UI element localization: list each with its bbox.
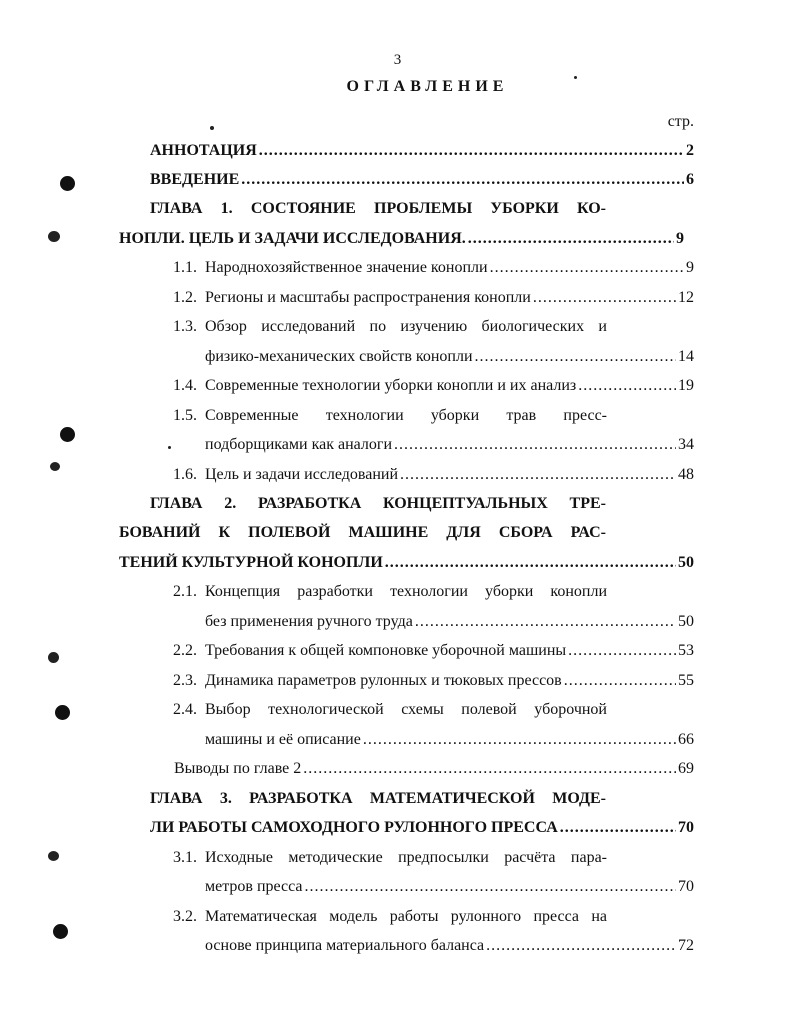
toc-entry-page: 14 (678, 348, 694, 365)
dot-leader (533, 289, 676, 307)
page-title: ОГЛАВЛЕНИЕ (346, 78, 509, 95)
toc-entry-annotation[interactable] (150, 142, 694, 160)
toc-entry-page: 9 (686, 259, 694, 276)
toc-entry-page: 72 (678, 937, 694, 954)
toc-chapter-2-line2: БОВАНИЙ К ПОЛЕВОЙ МАШИНЕ ДЛЯ СБОРА РАС- (119, 524, 606, 541)
scan-speck (50, 462, 60, 471)
section-number: 2.1. (173, 583, 197, 600)
toc-entry-label: метров пресса (205, 878, 303, 895)
toc-entry-label: ВВЕДЕНИЕ (150, 171, 240, 188)
toc-entry-label: основе принципа материального баланса (205, 937, 485, 954)
toc-entry-intro[interactable] (150, 171, 694, 189)
toc-entry-label: без применения ручного труда (205, 613, 413, 630)
dot-leader (303, 760, 676, 778)
toc-section-3-1[interactable] (205, 878, 694, 896)
toc-entry-page: 69 (678, 760, 694, 777)
toc-section-1-4[interactable] (205, 377, 694, 395)
toc-entry-label: НОПЛИ. ЦЕЛЬ И ЗАДАЧИ ИССЛЕДОВАНИЯ. (119, 230, 466, 247)
toc-section-2-2[interactable] (205, 642, 694, 660)
toc-entry-label: подборщиками как аналоги (205, 436, 393, 453)
toc-section-1-6[interactable] (205, 466, 694, 484)
toc-entry-page: 70 (678, 878, 694, 895)
toc-entry-label: Требования к общей компоновке уборочной машины (205, 642, 567, 659)
toc-chapter-3[interactable] (150, 819, 694, 837)
toc-chapter-3-line1: ГЛАВА 3. РАЗРАБОТКА МАТЕМАТИЧЕСКОЙ МОДЕ- (150, 790, 606, 807)
scan-speck (48, 231, 60, 242)
toc-entry-page: 66 (678, 731, 694, 748)
binding-hole-mark (60, 176, 75, 191)
section-number: 2.4. (173, 701, 197, 718)
toc-section-2-4-line1: Выбор технологической схемы полевой уборочной (205, 701, 607, 718)
toc-section-3-2[interactable] (205, 937, 694, 955)
section-number: 1.3. (173, 318, 197, 335)
toc-section-1-2[interactable] (205, 289, 694, 307)
section-number: 1.5. (173, 407, 197, 424)
binding-hole-mark (60, 427, 75, 442)
toc-section-2-4[interactable] (205, 731, 694, 749)
dot-leader (241, 171, 684, 189)
dot-leader (363, 731, 676, 749)
toc-entry-page: 55 (678, 672, 694, 689)
dot-leader (259, 142, 684, 160)
scan-speck (48, 851, 59, 861)
toc-section-2-1-line1: Концепция разработки технологии уборки конопли (205, 583, 607, 600)
toc-entry-page: 19 (678, 377, 694, 394)
binding-hole-mark (53, 924, 68, 939)
toc-section-1-3-line1: Обзор исследований по изучению биологических и (205, 318, 607, 335)
dot-leader (400, 466, 676, 484)
section-number: 3.1. (173, 849, 197, 866)
dot-leader (305, 878, 676, 896)
toc-entry-label: Динамика параметров рулонных и тюковых прессов (205, 672, 562, 689)
toc-entry-page: 53 (678, 642, 694, 659)
page-column-label: стр. (667, 113, 694, 130)
toc-entry-page: 9 (676, 230, 684, 247)
toc-section-3-2-line1: Математическая модель работы рулонного пресса на (205, 908, 607, 925)
toc-entry-label: ТЕНИЙ КУЛЬТУРНОЙ КОНОПЛИ (119, 554, 383, 571)
scan-speck (574, 76, 577, 79)
dot-leader (578, 377, 676, 395)
dot-leader (394, 436, 676, 454)
section-number: 3.2. (173, 908, 197, 925)
dot-leader (415, 613, 676, 631)
toc-entry-page: 34 (678, 436, 694, 453)
binding-hole-mark (55, 705, 70, 720)
toc-section-1-3[interactable] (205, 348, 694, 366)
section-number: 1.4. (173, 377, 197, 394)
toc-chapter-1-line1: ГЛАВА 1. СОСТОЯНИЕ ПРОБЛЕМЫ УБОРКИ КО- (150, 200, 606, 217)
dot-leader (468, 230, 674, 248)
toc-chapter-1[interactable] (119, 230, 684, 248)
toc-entry-page: 50 (678, 613, 694, 630)
dot-leader (568, 642, 676, 660)
toc-entry-label: Народнохозяйственное значение конопли (205, 259, 488, 276)
toc-entry-label: ЛИ РАБОТЫ САМОХОДНОГО РУЛОННОГО ПРЕССА (150, 819, 558, 836)
toc-section-1-5-line1: Современные технологии уборки трав пресс- (205, 407, 607, 424)
toc-section-2-3[interactable] (205, 672, 694, 690)
dot-leader (560, 819, 676, 837)
toc-chapter-2-line1: ГЛАВА 2. РАЗРАБОТКА КОНЦЕПТУАЛЬНЫХ ТРЕ- (150, 495, 606, 512)
toc-entry-label: Регионы и масштабы распространения конопли (205, 289, 531, 306)
scan-speck (210, 126, 214, 130)
section-number: 2.2. (173, 642, 197, 659)
section-number: 1.2. (173, 289, 197, 306)
toc-entry-label: Выводы по главе 2 (174, 760, 302, 777)
dot-leader (475, 348, 676, 366)
toc-section-2-1[interactable] (205, 613, 694, 631)
toc-entry-label: Цель и задачи исследований (205, 466, 399, 483)
section-number: 1.6. (173, 466, 197, 483)
toc-entry-page: 6 (686, 171, 694, 188)
dot-leader (486, 937, 676, 955)
toc-entry-page: 2 (686, 142, 694, 159)
toc-entry-page: 48 (678, 466, 694, 483)
toc-section-1-5[interactable] (205, 436, 694, 454)
dot-leader (490, 259, 684, 277)
toc-entry-page: 12 (678, 289, 694, 306)
toc-entry-label: Современные технологии уборки конопли и их анализ (205, 377, 577, 394)
scan-speck (168, 446, 171, 449)
section-number: 1.1. (173, 259, 197, 276)
toc-conclusions-2[interactable] (174, 760, 694, 778)
scan-speck (48, 652, 59, 663)
toc-entry-label: машины и её описание (205, 731, 361, 748)
section-number: 2.3. (173, 672, 197, 689)
page-number: 3 (393, 52, 402, 68)
dot-leader (564, 672, 676, 690)
toc-entry-page: 70 (678, 819, 694, 836)
toc-entry-label: АННОТАЦИЯ (150, 142, 257, 159)
toc-entry-page: 50 (678, 554, 694, 571)
dot-leader (385, 554, 676, 572)
toc-section-3-1-line1: Исходные методические предпосылки расчёта пара- (205, 849, 607, 866)
toc-entry-label: физико-механических свойств конопли (205, 348, 473, 365)
toc-chapter-2[interactable] (119, 554, 694, 572)
toc-section-1-1[interactable] (205, 259, 694, 277)
